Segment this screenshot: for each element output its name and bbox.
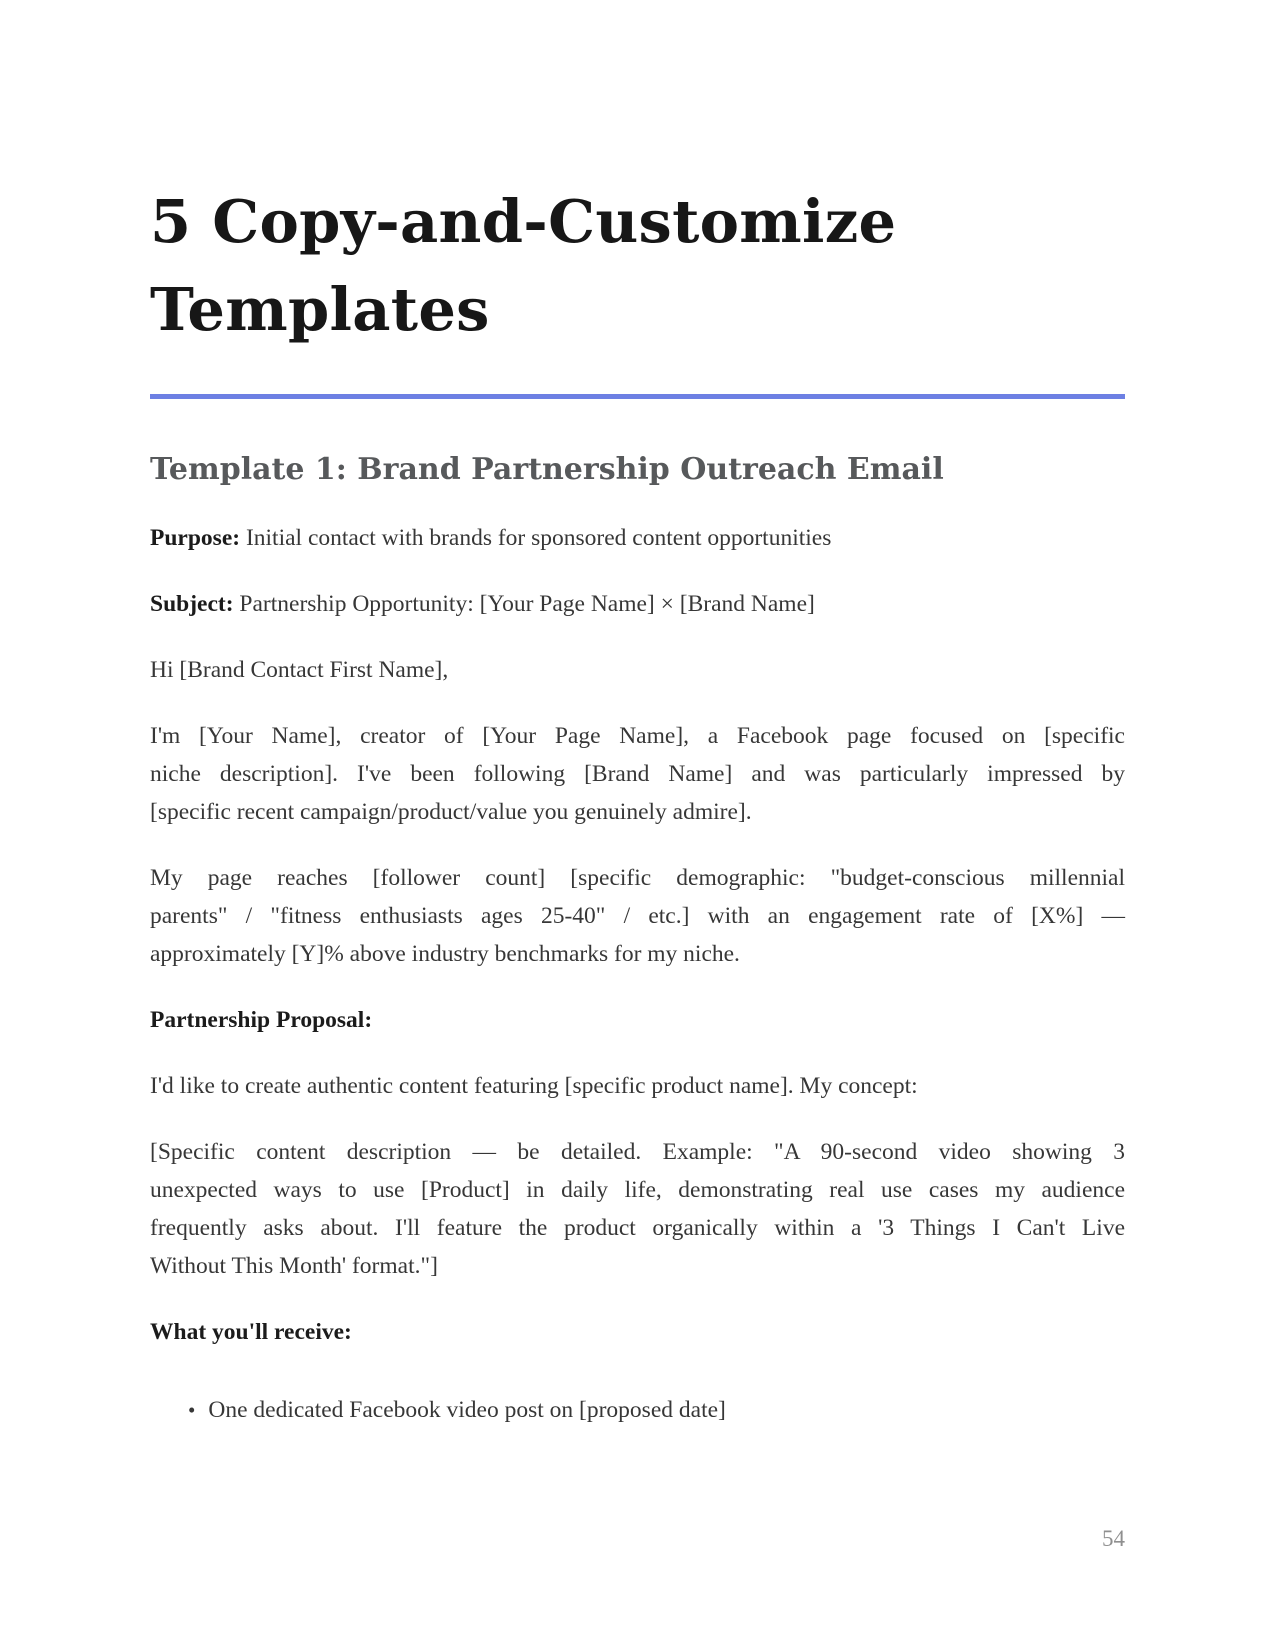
subject-label: Subject: bbox=[150, 591, 234, 617]
purpose-label: Purpose: bbox=[150, 525, 241, 551]
receive-list bbox=[150, 1391, 1125, 1429]
section-heading: Template 1: Brand Partnership Outreach Email bbox=[150, 452, 944, 487]
list-item: • One dedicated Facebook video post on [proposed date] bbox=[188, 1391, 1125, 1429]
purpose-line bbox=[150, 519, 1125, 557]
concept-intro-line: I'd like to create authentic content featuring [specific product name]. My concept: bbox=[150, 1073, 918, 1099]
title-divider bbox=[150, 394, 1125, 399]
purpose-text: Initial contact with brands for sponsored content opportunities bbox=[240, 525, 832, 551]
subject-text: Partnership Opportunity: [Your Page Name] × [Brand Name] bbox=[233, 591, 815, 617]
page-number: 54 bbox=[1102, 1526, 1125, 1551]
receive-heading bbox=[150, 1313, 1125, 1351]
receive-label: What you'll receive: bbox=[150, 1319, 352, 1345]
reach-paragraph: My page reaches [follower count] [specific demographic: "budget-conscious millennial parents" / "fitness enthusiasts ages 25-40" / etc.] with an engagement rate of [X%] — approximately [Y]% above industry benchmarks for my niche. bbox=[150, 865, 1125, 967]
greeting-line: Hi [Brand Contact First Name], bbox=[150, 657, 449, 683]
concept-paragraph: [Specific content description — be detailed. Example: "A 90-second video showing 3 unexpected ways to use [Product] in daily life, demonstrating real use cases my audience frequently asks about. I'll feature the product organically within a '3 Things I Can't Live Without This Month' format."] bbox=[150, 1139, 1125, 1279]
page-title: 5 Copy-and-Customize Templates bbox=[150, 187, 897, 344]
proposal-label: Partnership Proposal: bbox=[150, 1007, 373, 1033]
proposal-heading bbox=[150, 1001, 1125, 1039]
intro-paragraph: I'm [Your Name], creator of [Your Page Name], a Facebook page focused on [specific niche description]. I've been following [Brand Name] and was particularly impressed by [specific recent campaign/product/value you genuinely admire]. bbox=[150, 723, 1125, 825]
subject-line bbox=[150, 585, 1125, 623]
